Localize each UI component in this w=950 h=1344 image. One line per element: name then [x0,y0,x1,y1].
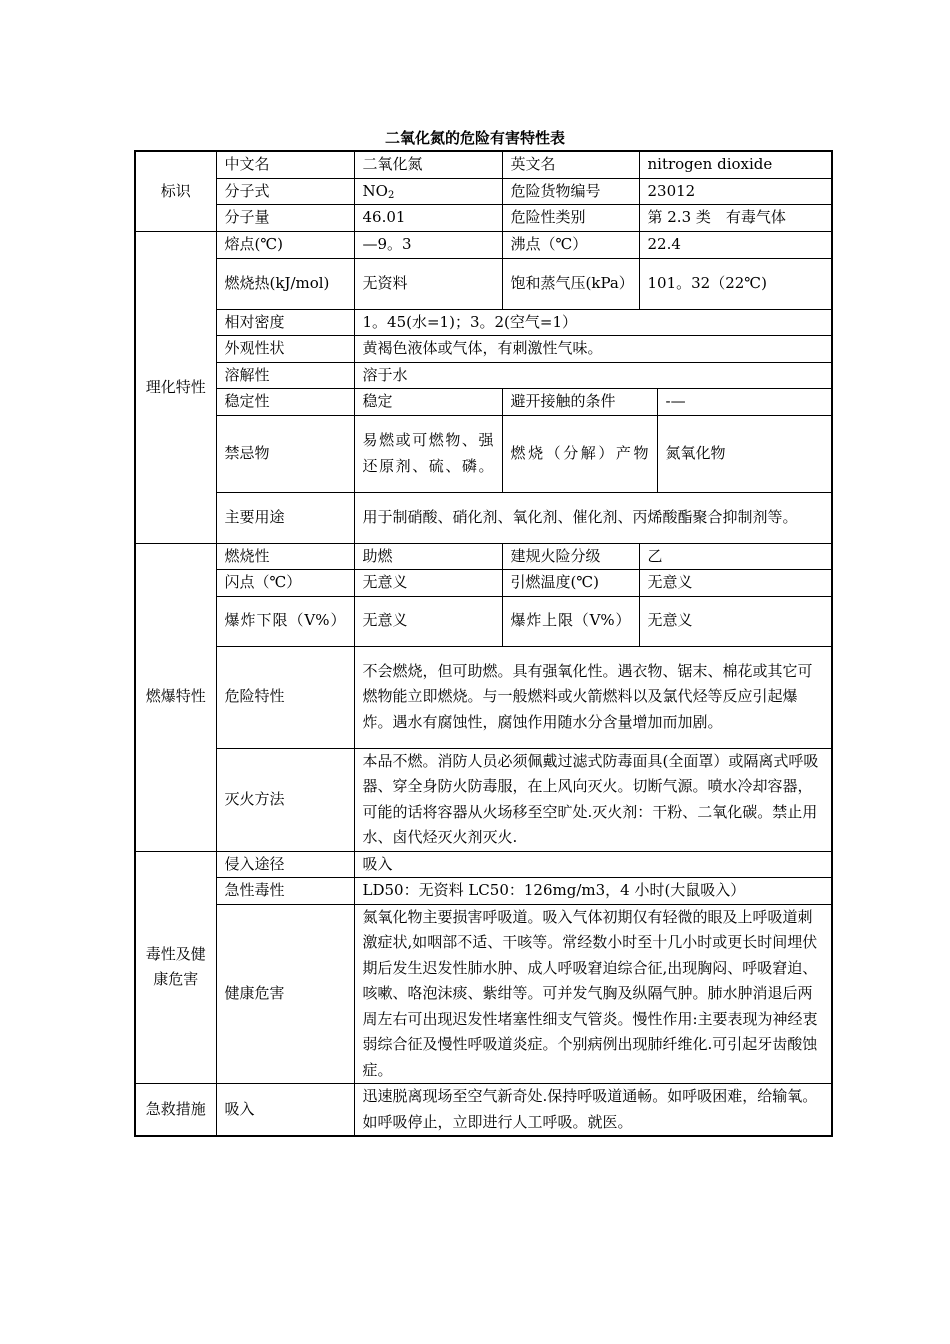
field-label: 侵入途径 [216,851,354,878]
table-row [135,232,832,259]
field-label: 相对密度 [216,309,354,336]
table-row [135,178,832,205]
molecular-weight-value: 46.01 [354,205,502,232]
appearance-value: 黄褐色液体或气体，有刺激性气味。 [354,336,832,363]
table-row [135,362,832,389]
field-label: 急性毒性 [216,878,354,905]
health-hazard-value: 氮氧化物主要损害呼吸道。吸入气体初期仅有轻微的眼及上呼吸道刺激症状,如咽部不适、干咳等。常经数小时至十几小时或更长时间埋伏期后发生迟发性肺水肿、成人呼吸窘迫综合征,出现胸闷、呼吸窘迫、咳嗽、咯泡沫痰、紫绀等。可并发气胸及纵隔气肿。肺水肿消退后两周左右可出现迟发性堵塞性细支气管炎。慢性作用:主要表现为神经衷弱综合征及慢性呼吸道炎症。个别病例出现肺纤维化.可引起牙齿酸蚀症。 [354,904,832,1084]
field-label: 熔点(℃) [216,232,354,259]
vapor-pressure-value: 101。32（22℃) [639,258,832,309]
table-row [135,748,832,851]
table-row [135,389,832,416]
field-label: 稳定性 [216,389,354,416]
field-label: 燃烧性 [216,543,354,570]
chinese-name-value: 二氧化氮 [354,151,502,178]
table-row [135,205,832,232]
field-label: 闪点（℃） [216,570,354,597]
field-label: 溶解性 [216,362,354,389]
field-label: 主要用途 [216,492,354,543]
solubility-value: 溶于水 [354,362,832,389]
incompatible-value: 易燃或可燃物、强还原剂、硫、磷。 [354,415,502,492]
table-row [135,904,832,1084]
flammability-value: 助燃 [354,543,502,570]
hazard-table [134,150,833,1137]
combustion-heat-value: 无资料 [354,258,502,309]
field-label: 燃烧热(kJ/mol) [216,258,354,309]
dg-number-value: 23012 [639,178,832,205]
density-value: 1。45(水=1)；3。2(空气=1） [354,309,832,336]
table-row [135,646,832,748]
main-use-value: 用于制硝酸、硝化剂、氧化剂、催化剂、丙烯酸酯聚合抑制剂等。 [354,492,832,543]
acute-toxicity-value: LD50：无资料 LC50：126mg/m3，4 小时(大鼠吸入） [354,878,832,905]
table-row [135,415,832,492]
table-row [135,1084,832,1137]
lower-explosive-limit-value: 无意义 [354,596,502,646]
field-label: 饱和蒸气压(kPa） [502,258,639,309]
category-fire: 燃爆特性 [135,543,216,851]
table-row [135,151,832,178]
table-row [135,258,832,309]
flash-point-value: 无意义 [354,570,502,597]
field-label: 外观性状 [216,336,354,363]
field-label: 中文名 [216,151,354,178]
field-label: 分子量 [216,205,354,232]
field-label: 健康危害 [216,904,354,1084]
stability-value: 稳定 [354,389,502,416]
field-label: 危险特性 [216,646,354,748]
extinguishing-method-value: 本品不燃。消防人员必须佩戴过滤式防毒面具(全面罩）或隔离式呼吸器、穿全身防火防毒服，在上风向灭火。切断气源。喷水冷却容器，可能的话将容器从火场移至空旷处.灭火剂：干粉、二氧化碳。禁止用水、卤代烃灭火剂灭火. [354,748,832,851]
field-label: 避开接触的条件 [502,389,657,416]
field-label: 爆炸下限（V%） [216,596,354,646]
field-label: 建规火险分级 [502,543,639,570]
category-identity: 标识 [135,151,216,232]
fire-class-value: 乙 [639,543,832,570]
field-label: 引燃温度(℃) [502,570,639,597]
category-toxicity: 毒性及健康危害 [135,851,216,1084]
table-row [135,596,832,646]
table-row [135,570,832,597]
field-label: 爆炸上限（V%） [502,596,639,646]
avoid-conditions-value: -— [657,389,832,416]
formula-value [354,178,502,205]
table-row [135,851,832,878]
english-name-value: nitrogen dioxide [639,151,832,178]
field-label: 吸入 [216,1084,354,1137]
table-row [135,336,832,363]
inhalation-aid-value: 迅速脱离现场至空气新奇处.保持呼吸道通畅。如呼吸困难，给输氧。如呼吸停止，立即进行人工呼吸。就医。 [354,1084,832,1137]
decomposition-value: 氮氧化物 [657,415,832,492]
table-row [135,492,832,543]
field-label: 英文名 [502,151,639,178]
formula-subscript: 2 [387,189,395,201]
page-title: 二氧化氮的危险有害特性表 [384,129,565,147]
field-label: 危险性类别 [502,205,639,232]
melting-point-value: —9。3 [354,232,502,259]
table-row [135,309,832,336]
exposure-route-value: 吸入 [354,851,832,878]
field-label: 灭火方法 [216,748,354,851]
field-label: 禁忌物 [216,415,354,492]
boiling-point-value: 22.4 [639,232,832,259]
category-first-aid: 急救措施 [135,1084,216,1137]
field-label: 危险货物编号 [502,178,639,205]
formula-main: NO [362,181,388,200]
table-row [135,878,832,905]
autoignition-value: 无意义 [639,570,832,597]
field-label: 燃烧（分解）产物 [502,415,657,492]
hazard-characteristics-value: 不会燃烧，但可助燃。具有强氧化性。遇衣物、锯末、棉花或其它可燃物能立即燃烧。与一般燃料或火箭燃料以及氯代烃等反应引起爆炸。遇水有腐蚀性，腐蚀作用随水分含量增加而加剧。 [354,646,832,748]
field-label: 沸点（℃） [502,232,639,259]
upper-explosive-limit-value: 无意义 [639,596,832,646]
field-label: 分子式 [216,178,354,205]
table-row [135,543,832,570]
hazard-class-value: 第 2.3 类 有毒气体 [639,205,832,232]
category-physchem: 理化特性 [135,232,216,544]
